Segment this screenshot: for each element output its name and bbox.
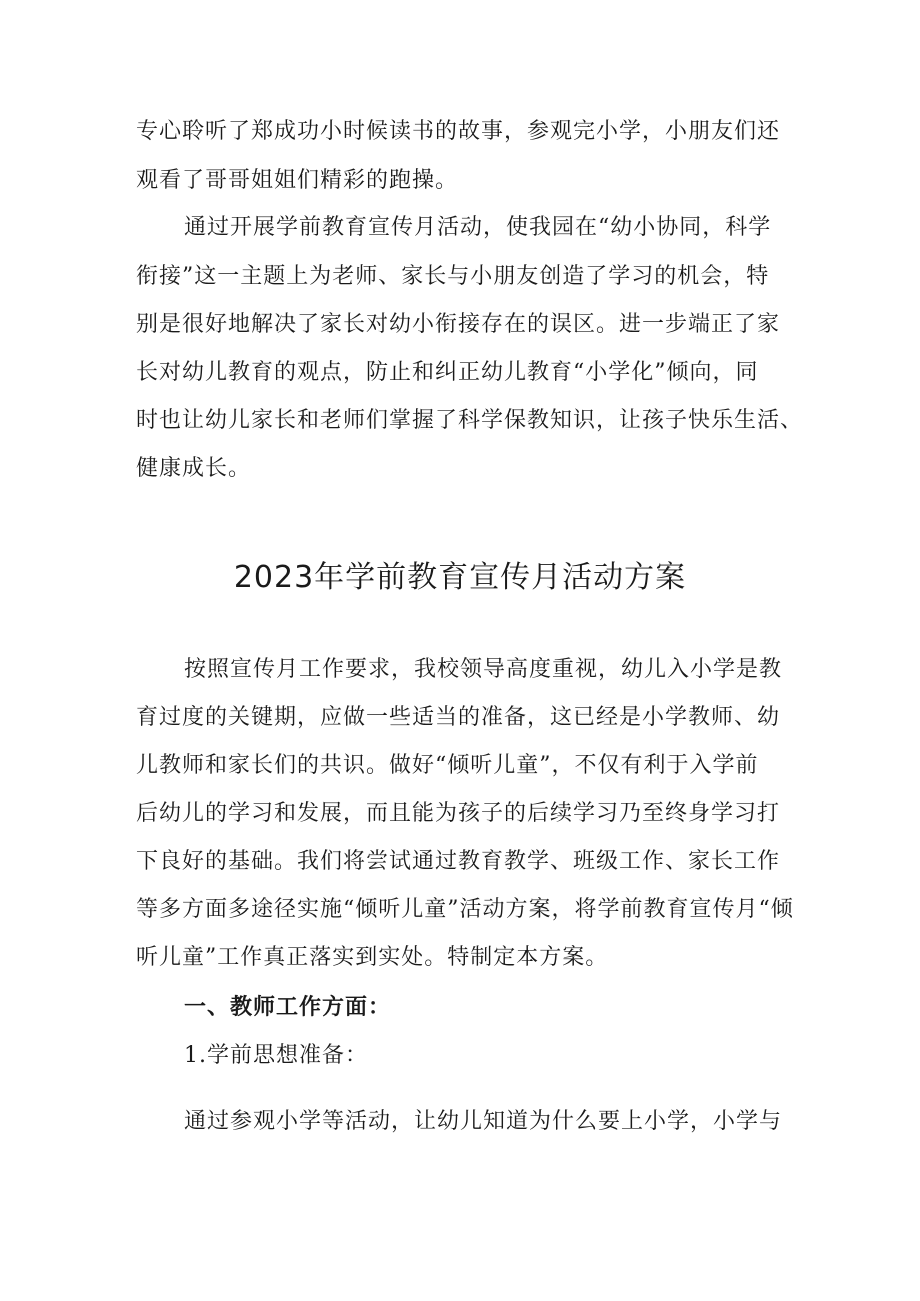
paragraph-3-line-5: 下良好的基础。我们将尝试通过教育教学、班级工作、家长工作 [136, 849, 781, 874]
document-title: 2023年学前教育宣传月活动方案 [233, 560, 687, 595]
paragraph-1-line-2: 观看了哥哥姐姐们精彩的跑操。 [136, 168, 459, 193]
paragraph-2-line-4: 长对幼儿教育的观点，防止和纠正幼儿教育“小学化”倾向，同 [136, 360, 759, 385]
paragraph-3-line-4: 后幼儿的学习和发展，而且能为孩子的后续学习乃至终身学习打 [136, 801, 781, 826]
paragraph-2-line-2: 衔接”这一主题上为老师、家长与小朋友创造了学习的机会，特 [136, 264, 770, 289]
paragraph-3-line-2: 育过度的关键期，应做一些适当的准备，这已经是小学教师、幼 [136, 705, 781, 730]
section-1-subheading: 1.学前思想准备： [184, 1043, 368, 1068]
paragraph-2-line-5: 时也让幼儿家长和老师们掌握了科学保教知识，让孩子快乐生活、 [136, 408, 804, 433]
section-1-heading: 一、教师工作方面： [184, 995, 392, 1020]
paragraph-2-line-1: 通过开展学前教育宣传月活动，使我园在“幼小协同，科学 [184, 215, 772, 240]
paragraph-3-line-7: 听儿童”工作真正落实到实处。特制定本方案。 [136, 945, 609, 970]
paragraph-1-line-1: 专心聆听了郑成功小时候读书的故事，参观完小学，小朋友们还 [136, 119, 781, 144]
paragraph-3-line-1: 按照宣传月工作要求，我校领导高度重视，幼儿入小学是教 [184, 657, 783, 682]
paragraph-3-line-6: 等多方面多途径实施“倾听儿童”活动方案，将学前教育宣传月“倾 [136, 897, 794, 922]
paragraph-2-line-3: 别是很好地解决了家长对幼小衔接存在的误区。进一步端正了家 [136, 312, 781, 337]
paragraph-2-line-6: 健康成长。 [136, 456, 252, 481]
paragraph-3-line-3: 儿教师和家长们的共识。做好“倾听儿童”，不仅有利于入学前 [136, 753, 759, 778]
paragraph-4-line-1: 通过参观小学等活动，让幼儿知道为什么要上小学，小学与 [184, 1109, 783, 1134]
